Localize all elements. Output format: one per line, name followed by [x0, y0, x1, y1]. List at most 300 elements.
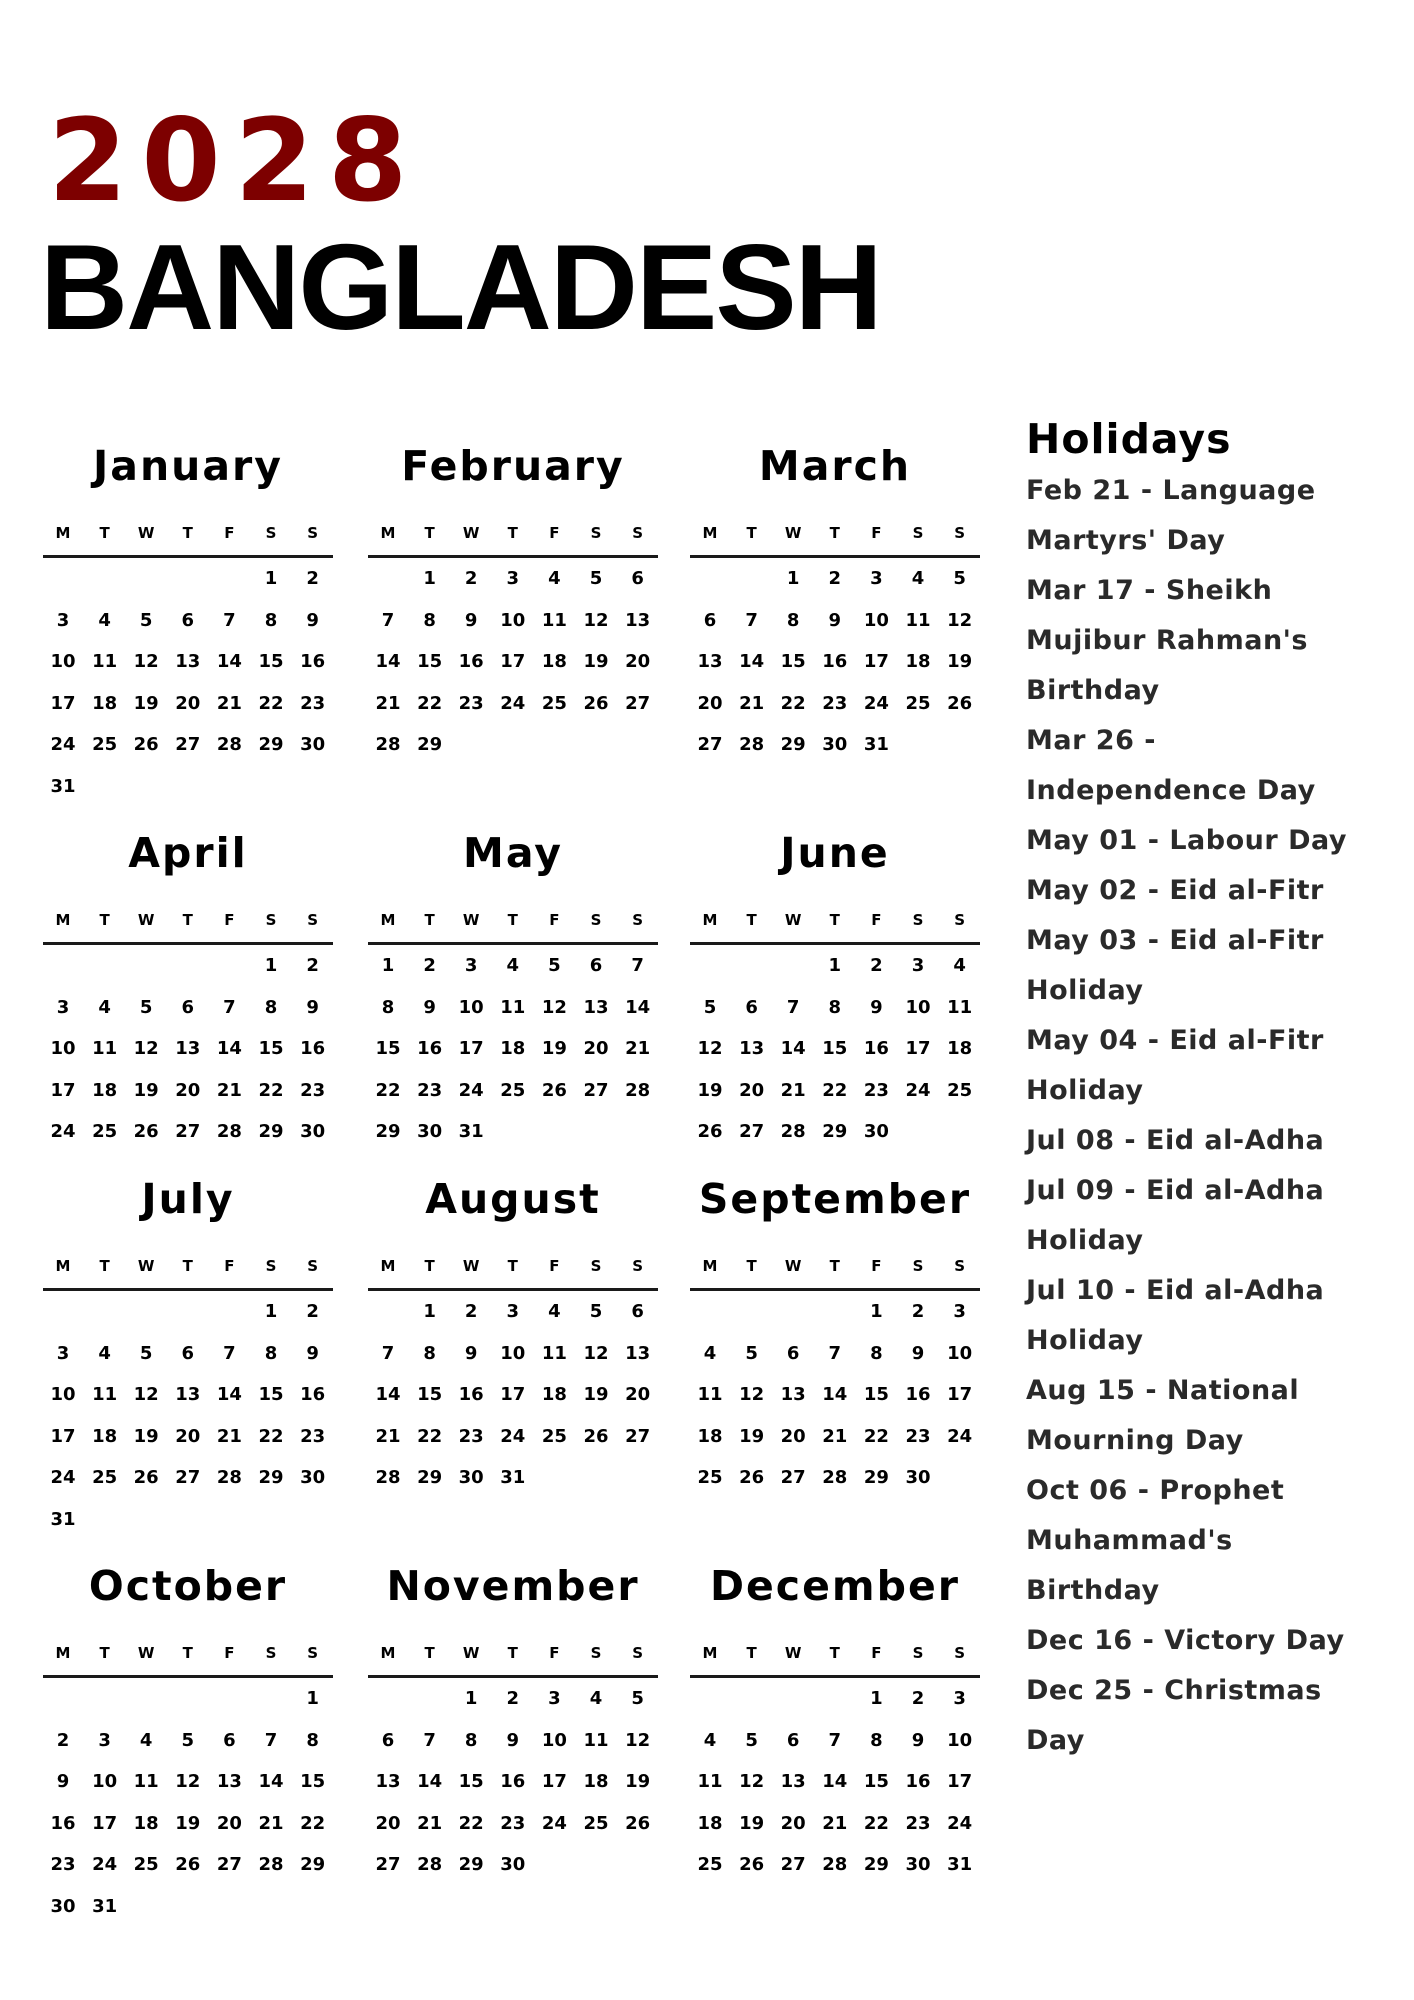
day-cell: 8 — [786, 609, 800, 631]
day-cell: 18 — [583, 1771, 609, 1793]
day-cell: 2 — [464, 568, 478, 589]
day-cell: 14 — [216, 1384, 242, 1406]
holiday-line: Jul 08 - Eid al-Adha — [1026, 1125, 1325, 1156]
day-cell: 20 — [697, 692, 723, 714]
weekday-label: F — [224, 1644, 235, 1662]
day-cell: 3 — [911, 955, 925, 976]
day-cell: 12 — [133, 1038, 159, 1060]
day-cell: 7 — [223, 996, 236, 1018]
day-cell: 10 — [947, 1342, 973, 1364]
weekday-label: T — [424, 524, 435, 542]
weekday-label: W — [462, 1644, 480, 1662]
weekday-header — [690, 1643, 980, 1663]
day-cell: 26 — [133, 734, 159, 756]
day-cell: 24 — [947, 1812, 973, 1834]
holiday-line: Mourning Day — [1026, 1425, 1244, 1456]
day-cell: 26 — [739, 1854, 765, 1876]
day-cell: 5 — [631, 1688, 644, 1709]
day-cell: 24 — [500, 692, 526, 714]
day-cell: 27 — [175, 1121, 201, 1143]
weekday-label: F — [871, 1257, 882, 1275]
weekday-label: T — [829, 524, 840, 542]
weekday-label: T — [99, 524, 110, 542]
day-cell: 17 — [92, 1812, 118, 1834]
day-cell: 26 — [133, 1467, 159, 1489]
day-cell: 12 — [583, 1342, 609, 1364]
day-cell: 25 — [500, 1079, 526, 1101]
day-cell: 24 — [500, 1425, 526, 1447]
day-cell: 17 — [947, 1771, 973, 1793]
day-cell: 3 — [56, 996, 70, 1018]
day-cell: 5 — [139, 996, 153, 1018]
weekday-label: T — [182, 1644, 193, 1662]
day-cell: 22 — [863, 1425, 889, 1447]
day-cell: 22 — [375, 1079, 401, 1101]
day-cell: 18 — [92, 692, 118, 714]
day-cell: 25 — [697, 1854, 723, 1876]
weekday-label: T — [99, 911, 110, 929]
day-cell: 11 — [947, 996, 973, 1018]
weekday-label: M — [380, 1257, 396, 1275]
month-title: April — [128, 829, 248, 877]
day-cell: 4 — [911, 568, 925, 589]
day-cell: 4 — [98, 609, 111, 631]
day-cell: 3 — [870, 568, 883, 589]
weekday-label: S — [954, 1257, 965, 1275]
day-cell: 31 — [500, 1467, 526, 1489]
day-cell: 8 — [264, 996, 278, 1018]
day-cell: 22 — [300, 1812, 326, 1834]
day-cell: 28 — [625, 1079, 651, 1101]
weekday-header — [690, 910, 980, 930]
day-cell: 15 — [417, 651, 443, 673]
day-cell: 9 — [911, 1729, 925, 1751]
weekday-label: W — [137, 1257, 155, 1275]
day-cell: 31 — [458, 1121, 484, 1143]
day-cell: 16 — [905, 1771, 931, 1793]
day-cell: 11 — [500, 996, 526, 1018]
holiday-line: Holiday — [1026, 1225, 1144, 1256]
day-cell: 23 — [458, 1425, 484, 1447]
day-cell: 20 — [175, 1079, 201, 1101]
holiday-line: Mar 17 - Sheikh — [1026, 575, 1273, 606]
day-cell: 7 — [828, 1729, 842, 1751]
weekday-label: M — [55, 911, 71, 929]
day-cell: 23 — [300, 1425, 326, 1447]
day-cell: 23 — [500, 1812, 526, 1834]
day-cell: 28 — [216, 1467, 242, 1489]
day-cell: 30 — [458, 1467, 484, 1489]
day-cell: 30 — [863, 1121, 889, 1143]
header-divider — [368, 1288, 658, 1291]
holiday-line: May 03 - Eid al-Fitr — [1026, 925, 1324, 956]
day-cell: 15 — [822, 1038, 848, 1060]
day-cell: 16 — [300, 651, 326, 673]
day-cell: 21 — [417, 1812, 443, 1834]
weekday-label: W — [137, 1644, 155, 1662]
holiday-line: Muhammad's — [1026, 1525, 1233, 1556]
day-cell: 14 — [216, 651, 242, 673]
holidays-panel — [1026, 414, 1406, 1766]
day-cell: 11 — [697, 1384, 723, 1406]
day-cell: 4 — [703, 1729, 717, 1751]
day-cell: 3 — [953, 1301, 966, 1322]
day-cell: 9 — [423, 996, 436, 1018]
day-cell: 4 — [703, 1342, 717, 1364]
header-divider — [368, 1675, 658, 1678]
day-cell: 31 — [947, 1854, 973, 1876]
day-cell: 8 — [828, 996, 842, 1018]
weekday-label: T — [424, 911, 435, 929]
day-cell: 21 — [739, 692, 765, 714]
day-cell: 14 — [375, 651, 401, 673]
weekday-label: S — [307, 1257, 318, 1275]
day-cell: 3 — [464, 955, 478, 976]
day-cell: 29 — [300, 1854, 326, 1876]
day-cell: 7 — [223, 609, 236, 631]
day-cell: 29 — [863, 1854, 889, 1876]
day-cell: 14 — [780, 1038, 806, 1060]
day-cell: 23 — [300, 692, 326, 714]
day-cell: 17 — [863, 651, 889, 673]
month-title: August — [425, 1175, 601, 1223]
day-cell: 19 — [541, 1038, 567, 1060]
weekday-label: F — [224, 1257, 235, 1275]
day-cell: 25 — [541, 692, 567, 714]
day-cell: 23 — [905, 1425, 931, 1447]
year-title: 2028 — [48, 94, 422, 227]
weekday-label: S — [590, 524, 602, 542]
day-cell: 1 — [828, 955, 842, 976]
day-cell: 24 — [905, 1079, 931, 1101]
day-cell: 9 — [56, 1771, 70, 1793]
day-cell: 8 — [870, 1342, 883, 1364]
day-cell: 19 — [697, 1079, 723, 1101]
day-cell: 22 — [258, 1079, 284, 1101]
country-title: BANGLADESH — [40, 219, 881, 355]
weekday-label: T — [829, 1644, 840, 1662]
holidays-heading: Holidays — [1026, 415, 1232, 463]
day-cell: 5 — [589, 568, 603, 589]
day-cell: 17 — [500, 651, 526, 673]
day-cell: 1 — [464, 1688, 478, 1709]
day-cell: 18 — [500, 1038, 526, 1060]
holiday-line: Holiday — [1026, 1325, 1144, 1356]
day-cell: 24 — [50, 734, 76, 756]
day-cell: 9 — [828, 609, 842, 631]
weekday-label: T — [182, 1257, 193, 1275]
day-cell: 22 — [458, 1812, 484, 1834]
day-cell: 21 — [375, 1425, 401, 1447]
day-cell: 12 — [133, 1384, 159, 1406]
day-cell: 25 — [541, 1425, 567, 1447]
weekday-label: M — [702, 524, 718, 542]
day-cell: 1 — [870, 1688, 883, 1709]
day-cell: 15 — [863, 1771, 889, 1793]
day-cell: 16 — [500, 1771, 526, 1793]
day-cell: 15 — [458, 1771, 484, 1793]
day-cell: 12 — [175, 1771, 201, 1793]
day-cell: 1 — [381, 955, 395, 976]
weekday-label: M — [55, 1644, 71, 1662]
weekday-label: S — [632, 1257, 643, 1275]
day-cell: 17 — [500, 1384, 526, 1406]
holiday-line: Jul 10 - Eid al-Adha — [1026, 1275, 1325, 1306]
day-cell: 3 — [548, 1688, 561, 1709]
day-cell: 5 — [953, 568, 966, 589]
weekday-label: W — [137, 911, 155, 929]
holiday-line: Mar 26 - — [1026, 725, 1156, 756]
weekday-header — [368, 523, 658, 543]
day-cell: 2 — [423, 955, 436, 976]
day-cell: 16 — [863, 1038, 889, 1060]
weekday-label: F — [549, 524, 560, 542]
day-cell: 8 — [423, 609, 436, 631]
day-cell: 16 — [300, 1038, 326, 1060]
day-cell: 18 — [133, 1812, 159, 1834]
day-cell: 15 — [863, 1384, 889, 1406]
weekday-label: T — [424, 1644, 435, 1662]
weekday-label: W — [784, 1257, 802, 1275]
weekday-label: S — [307, 1644, 318, 1662]
day-cell: 17 — [50, 1425, 76, 1447]
day-cell: 11 — [92, 1384, 118, 1406]
month-title: December — [709, 1562, 961, 1610]
day-cell: 10 — [947, 1729, 973, 1751]
day-cell: 29 — [258, 734, 284, 756]
day-cell: 31 — [50, 1509, 76, 1530]
weekday-label: T — [182, 911, 193, 929]
weekday-header — [368, 1256, 658, 1276]
weekday-label: T — [99, 1257, 110, 1275]
day-cell: 19 — [739, 1812, 765, 1834]
day-cell: 30 — [300, 1467, 326, 1489]
day-cell: 27 — [175, 734, 201, 756]
day-cell: 14 — [739, 651, 765, 673]
day-cell: 28 — [780, 1121, 806, 1143]
weekday-label: F — [224, 911, 235, 929]
day-cell: 13 — [175, 1384, 201, 1406]
weekday-label: S — [912, 1644, 924, 1662]
day-cell: 7 — [828, 1342, 842, 1364]
day-cell: 2 — [306, 568, 319, 589]
day-cell: 4 — [953, 955, 966, 976]
holiday-line: Jul 09 - Eid al-Adha — [1026, 1175, 1325, 1206]
weekday-label: W — [784, 911, 802, 929]
day-cell: 13 — [625, 609, 651, 631]
header-divider — [43, 942, 333, 945]
holiday-line: May 02 - Eid al-Fitr — [1026, 875, 1324, 906]
day-cell: 20 — [780, 1425, 806, 1447]
day-cell: 20 — [625, 1384, 651, 1406]
day-cell: 19 — [947, 651, 973, 673]
day-cell: 7 — [264, 1729, 278, 1751]
day-cell: 29 — [375, 1121, 401, 1143]
day-cell: 6 — [181, 609, 195, 631]
day-cell: 11 — [541, 609, 567, 631]
holiday-line: Birthday — [1026, 1575, 1160, 1606]
day-cell: 4 — [548, 568, 561, 589]
weekday-label: T — [182, 524, 193, 542]
day-cell: 4 — [98, 1342, 111, 1364]
day-cell: 23 — [50, 1854, 76, 1876]
day-cell: 16 — [458, 1384, 484, 1406]
day-cell: 1 — [264, 955, 278, 976]
day-cell: 15 — [417, 1384, 443, 1406]
weekday-label: T — [507, 1644, 518, 1662]
day-cell: 21 — [822, 1812, 848, 1834]
weekday-label: W — [462, 1257, 480, 1275]
day-cell: 21 — [216, 692, 242, 714]
weekday-label: F — [871, 1644, 882, 1662]
day-cell: 13 — [780, 1771, 806, 1793]
day-cell: 25 — [92, 734, 118, 756]
day-cell: 1 — [306, 1688, 319, 1709]
day-cell: 26 — [541, 1079, 567, 1101]
day-cell: 14 — [375, 1384, 401, 1406]
day-cell: 13 — [697, 651, 723, 673]
month-title: February — [401, 442, 625, 490]
day-cell: 23 — [905, 1812, 931, 1834]
day-cell: 7 — [381, 1342, 395, 1364]
day-cell: 24 — [947, 1425, 973, 1447]
holiday-line: Dec 16 - Victory Day — [1026, 1625, 1345, 1656]
day-cell: 19 — [175, 1812, 201, 1834]
day-cell: 14 — [822, 1771, 848, 1793]
day-cell: 10 — [458, 996, 484, 1018]
day-cell: 7 — [631, 955, 644, 976]
day-cell: 9 — [306, 996, 319, 1018]
day-cell: 29 — [258, 1467, 284, 1489]
weekday-header — [43, 910, 333, 930]
day-cell: 12 — [583, 609, 609, 631]
day-cell: 1 — [264, 1301, 278, 1322]
day-cell: 8 — [306, 1729, 319, 1751]
day-cell: 13 — [583, 996, 609, 1018]
day-cell: 3 — [56, 1342, 70, 1364]
header-divider — [43, 1675, 333, 1678]
weekday-label: T — [746, 524, 757, 542]
month-title: January — [93, 442, 283, 490]
day-cell: 1 — [786, 568, 800, 589]
day-cell: 17 — [905, 1038, 931, 1060]
day-cell: 15 — [258, 1384, 284, 1406]
day-cell: 29 — [258, 1121, 284, 1143]
day-cell: 28 — [822, 1467, 848, 1489]
day-cell: 29 — [417, 734, 443, 756]
day-cell: 9 — [306, 609, 319, 631]
day-cell: 14 — [258, 1771, 284, 1793]
day-cell: 19 — [583, 651, 609, 673]
month-title: October — [88, 1562, 288, 1610]
month-title: September — [698, 1175, 972, 1223]
weekday-label: M — [380, 1644, 396, 1662]
day-cell: 7 — [223, 1342, 236, 1364]
weekday-label: W — [462, 911, 480, 929]
day-cell: 26 — [583, 692, 609, 714]
weekday-header — [690, 1256, 980, 1276]
day-cell: 6 — [223, 1729, 236, 1751]
day-cell: 8 — [423, 1342, 436, 1364]
day-cell: 6 — [786, 1729, 800, 1751]
header-divider — [43, 1288, 333, 1291]
day-cell: 2 — [828, 568, 842, 589]
day-cell: 15 — [258, 651, 284, 673]
day-cell: 6 — [745, 996, 758, 1018]
day-cell: 12 — [541, 996, 567, 1018]
day-cell: 8 — [381, 996, 395, 1018]
day-cell: 21 — [375, 692, 401, 714]
weekday-label: S — [954, 1644, 965, 1662]
weekday-label: T — [507, 524, 518, 542]
holiday-line: May 04 - Eid al-Fitr — [1026, 1025, 1324, 1056]
day-cell: 2 — [911, 1688, 925, 1709]
day-cell: 2 — [870, 955, 883, 976]
weekday-header — [43, 1643, 333, 1663]
day-cell: 20 — [175, 692, 201, 714]
weekday-label: S — [265, 911, 277, 929]
weekday-label: S — [590, 1644, 602, 1662]
day-cell: 21 — [822, 1425, 848, 1447]
day-cell: 22 — [863, 1812, 889, 1834]
weekday-label: S — [307, 524, 318, 542]
day-cell: 17 — [541, 1771, 567, 1793]
weekday-label: S — [307, 911, 318, 929]
weekday-label: S — [912, 911, 924, 929]
holiday-line: Oct 06 - Prophet — [1026, 1475, 1285, 1506]
day-cell: 19 — [625, 1771, 651, 1793]
day-cell: 15 — [780, 651, 806, 673]
day-cell: 12 — [739, 1384, 765, 1406]
day-cell: 9 — [870, 996, 883, 1018]
day-cell: 26 — [697, 1121, 723, 1143]
day-cell: 28 — [375, 1467, 401, 1489]
day-cell: 18 — [697, 1425, 723, 1447]
day-cell: 13 — [780, 1384, 806, 1406]
day-cell: 18 — [947, 1038, 973, 1060]
weekday-label: M — [380, 911, 396, 929]
day-cell: 15 — [375, 1038, 401, 1060]
weekday-label: S — [590, 911, 602, 929]
weekday-label: M — [702, 911, 718, 929]
day-cell: 19 — [583, 1384, 609, 1406]
day-cell: 13 — [175, 651, 201, 673]
day-cell: 20 — [780, 1812, 806, 1834]
day-cell: 18 — [697, 1812, 723, 1834]
day-cell: 24 — [50, 1121, 76, 1143]
day-cell: 30 — [500, 1854, 526, 1876]
day-cell: 26 — [625, 1812, 651, 1834]
day-cell: 2 — [306, 955, 319, 976]
day-cell: 17 — [458, 1038, 484, 1060]
day-cell: 30 — [300, 1121, 326, 1143]
day-cell: 24 — [50, 1467, 76, 1489]
weekday-label: S — [954, 911, 965, 929]
day-cell: 10 — [50, 651, 76, 673]
day-cell: 24 — [863, 692, 889, 714]
day-cell: 10 — [50, 1038, 76, 1060]
holiday-line: Day — [1026, 1725, 1085, 1756]
day-cell: 31 — [92, 1896, 118, 1917]
day-cell: 3 — [98, 1729, 111, 1751]
day-cell: 14 — [417, 1771, 443, 1793]
holiday-line: Holiday — [1026, 975, 1144, 1006]
day-cell: 20 — [739, 1079, 765, 1101]
day-cell: 4 — [589, 1688, 603, 1709]
weekday-label: M — [702, 1644, 718, 1662]
weekday-label: S — [265, 1644, 277, 1662]
weekday-header — [368, 910, 658, 930]
